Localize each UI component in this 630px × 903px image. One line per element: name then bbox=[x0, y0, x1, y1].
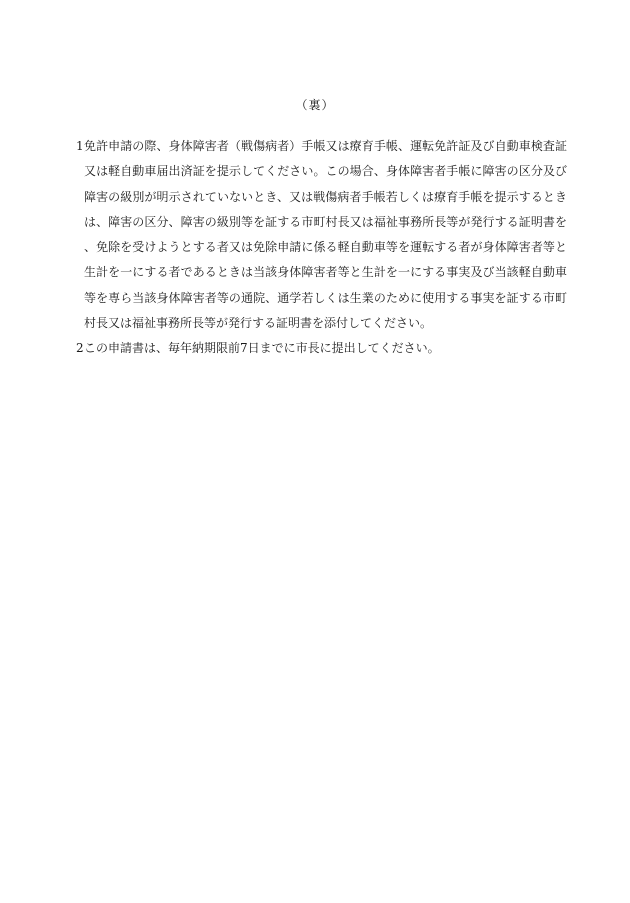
note-text: この申請書は、毎年納期限前7日までに市長に提出してください。 bbox=[84, 341, 440, 356]
note-number: 1 bbox=[76, 139, 84, 153]
note-item-2 bbox=[62, 336, 567, 361]
note-item-1 bbox=[62, 134, 567, 336]
note-text: 免許申請の際、身体障害者（戦傷病者）手帳又は療育手帳、運転免許証及び自動車検査証又は軽自動車届出済証を提示してください。この場合、身体障害者手帳に障害の区分及び障害の級別が明示されていないとき、又は戦傷病者手帳若しくは療育手帳を提示するときは、障害の区分、障害の級別等を証する市町村長又は福祉事務所長等が発行する証明書を、免除を受けようとする者又は免除申請に係る軽自動車等を運転する者が身体障害者等と生計を一にする者であるときは当該身体障害者等と生計を一にする事実及び当該軽自動車等を専ら当該身体障害者等の通院、通学若しくは生業のために使用する事実を証する市町村長又は福祉事務所長等が発行する証明書を添付してください。 bbox=[84, 139, 567, 331]
note-number: 2 bbox=[76, 341, 84, 356]
page-title: （裏） bbox=[295, 98, 335, 112]
notes-list bbox=[62, 134, 567, 362]
